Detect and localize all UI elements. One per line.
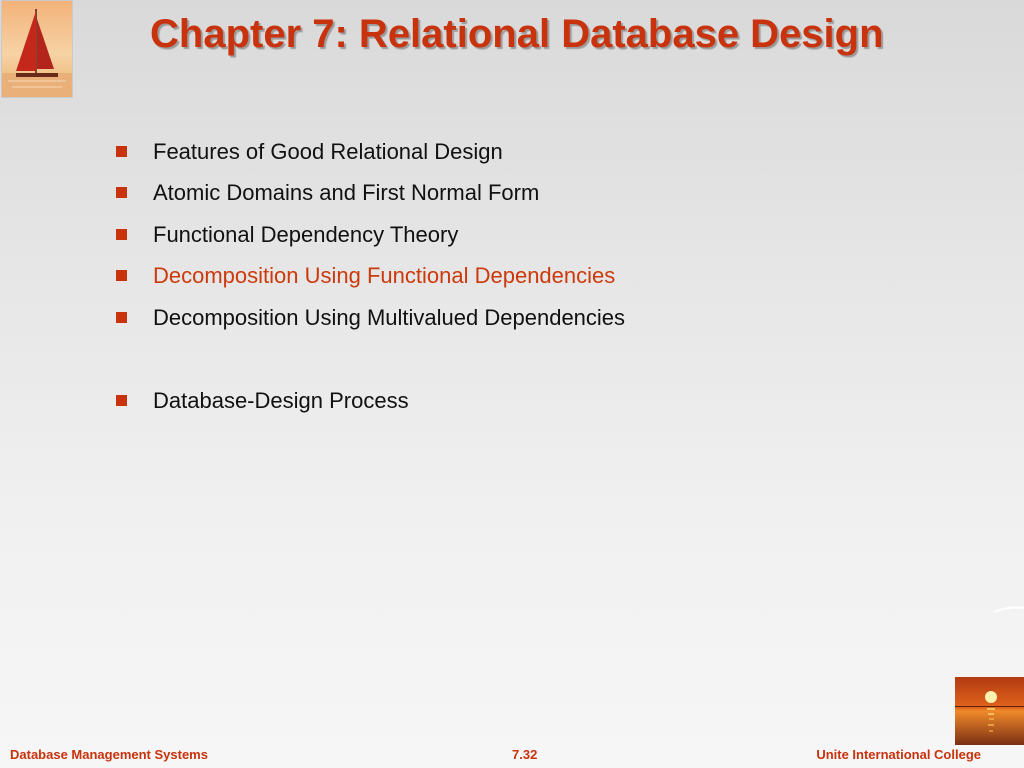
bullet-text: Database-Design Process [153,388,409,413]
decorative-swoosh-icon [994,606,1024,614]
square-bullet-icon [116,187,127,198]
bullet-text: Functional Dependency Theory [153,222,459,247]
square-bullet-icon [116,146,127,157]
square-bullet-icon [116,270,127,281]
bullet-text: Decomposition Using Functional Dependencies [153,263,616,288]
bullet-item-decomposition-fd [116,261,615,291]
bullet-item-design-process [116,386,409,416]
bullet-text: Decomposition Using Multivalued Dependencies [153,305,626,330]
footer-institution: Unite International College [816,747,981,762]
square-bullet-icon [116,395,127,406]
square-bullet-icon [116,312,127,323]
bullet-item-features [116,137,503,167]
bullet-item-functional-dependency [116,220,458,250]
bullet-item-decomposition-mvd [116,303,625,333]
bullet-text: Atomic Domains and First Normal Form [153,180,540,205]
sunset-icon [955,677,1024,745]
bullet-text: Features of Good Relational Design [153,139,503,164]
sailboat-logo-icon [1,0,73,98]
slide-title: Chapter 7: Relational Database Design [150,12,884,56]
bullet-item-atomic-domains [116,178,539,208]
footer-course-name: Database Management Systems [10,747,208,762]
footer-page-number: 7.32 [512,747,538,762]
square-bullet-icon [116,229,127,240]
